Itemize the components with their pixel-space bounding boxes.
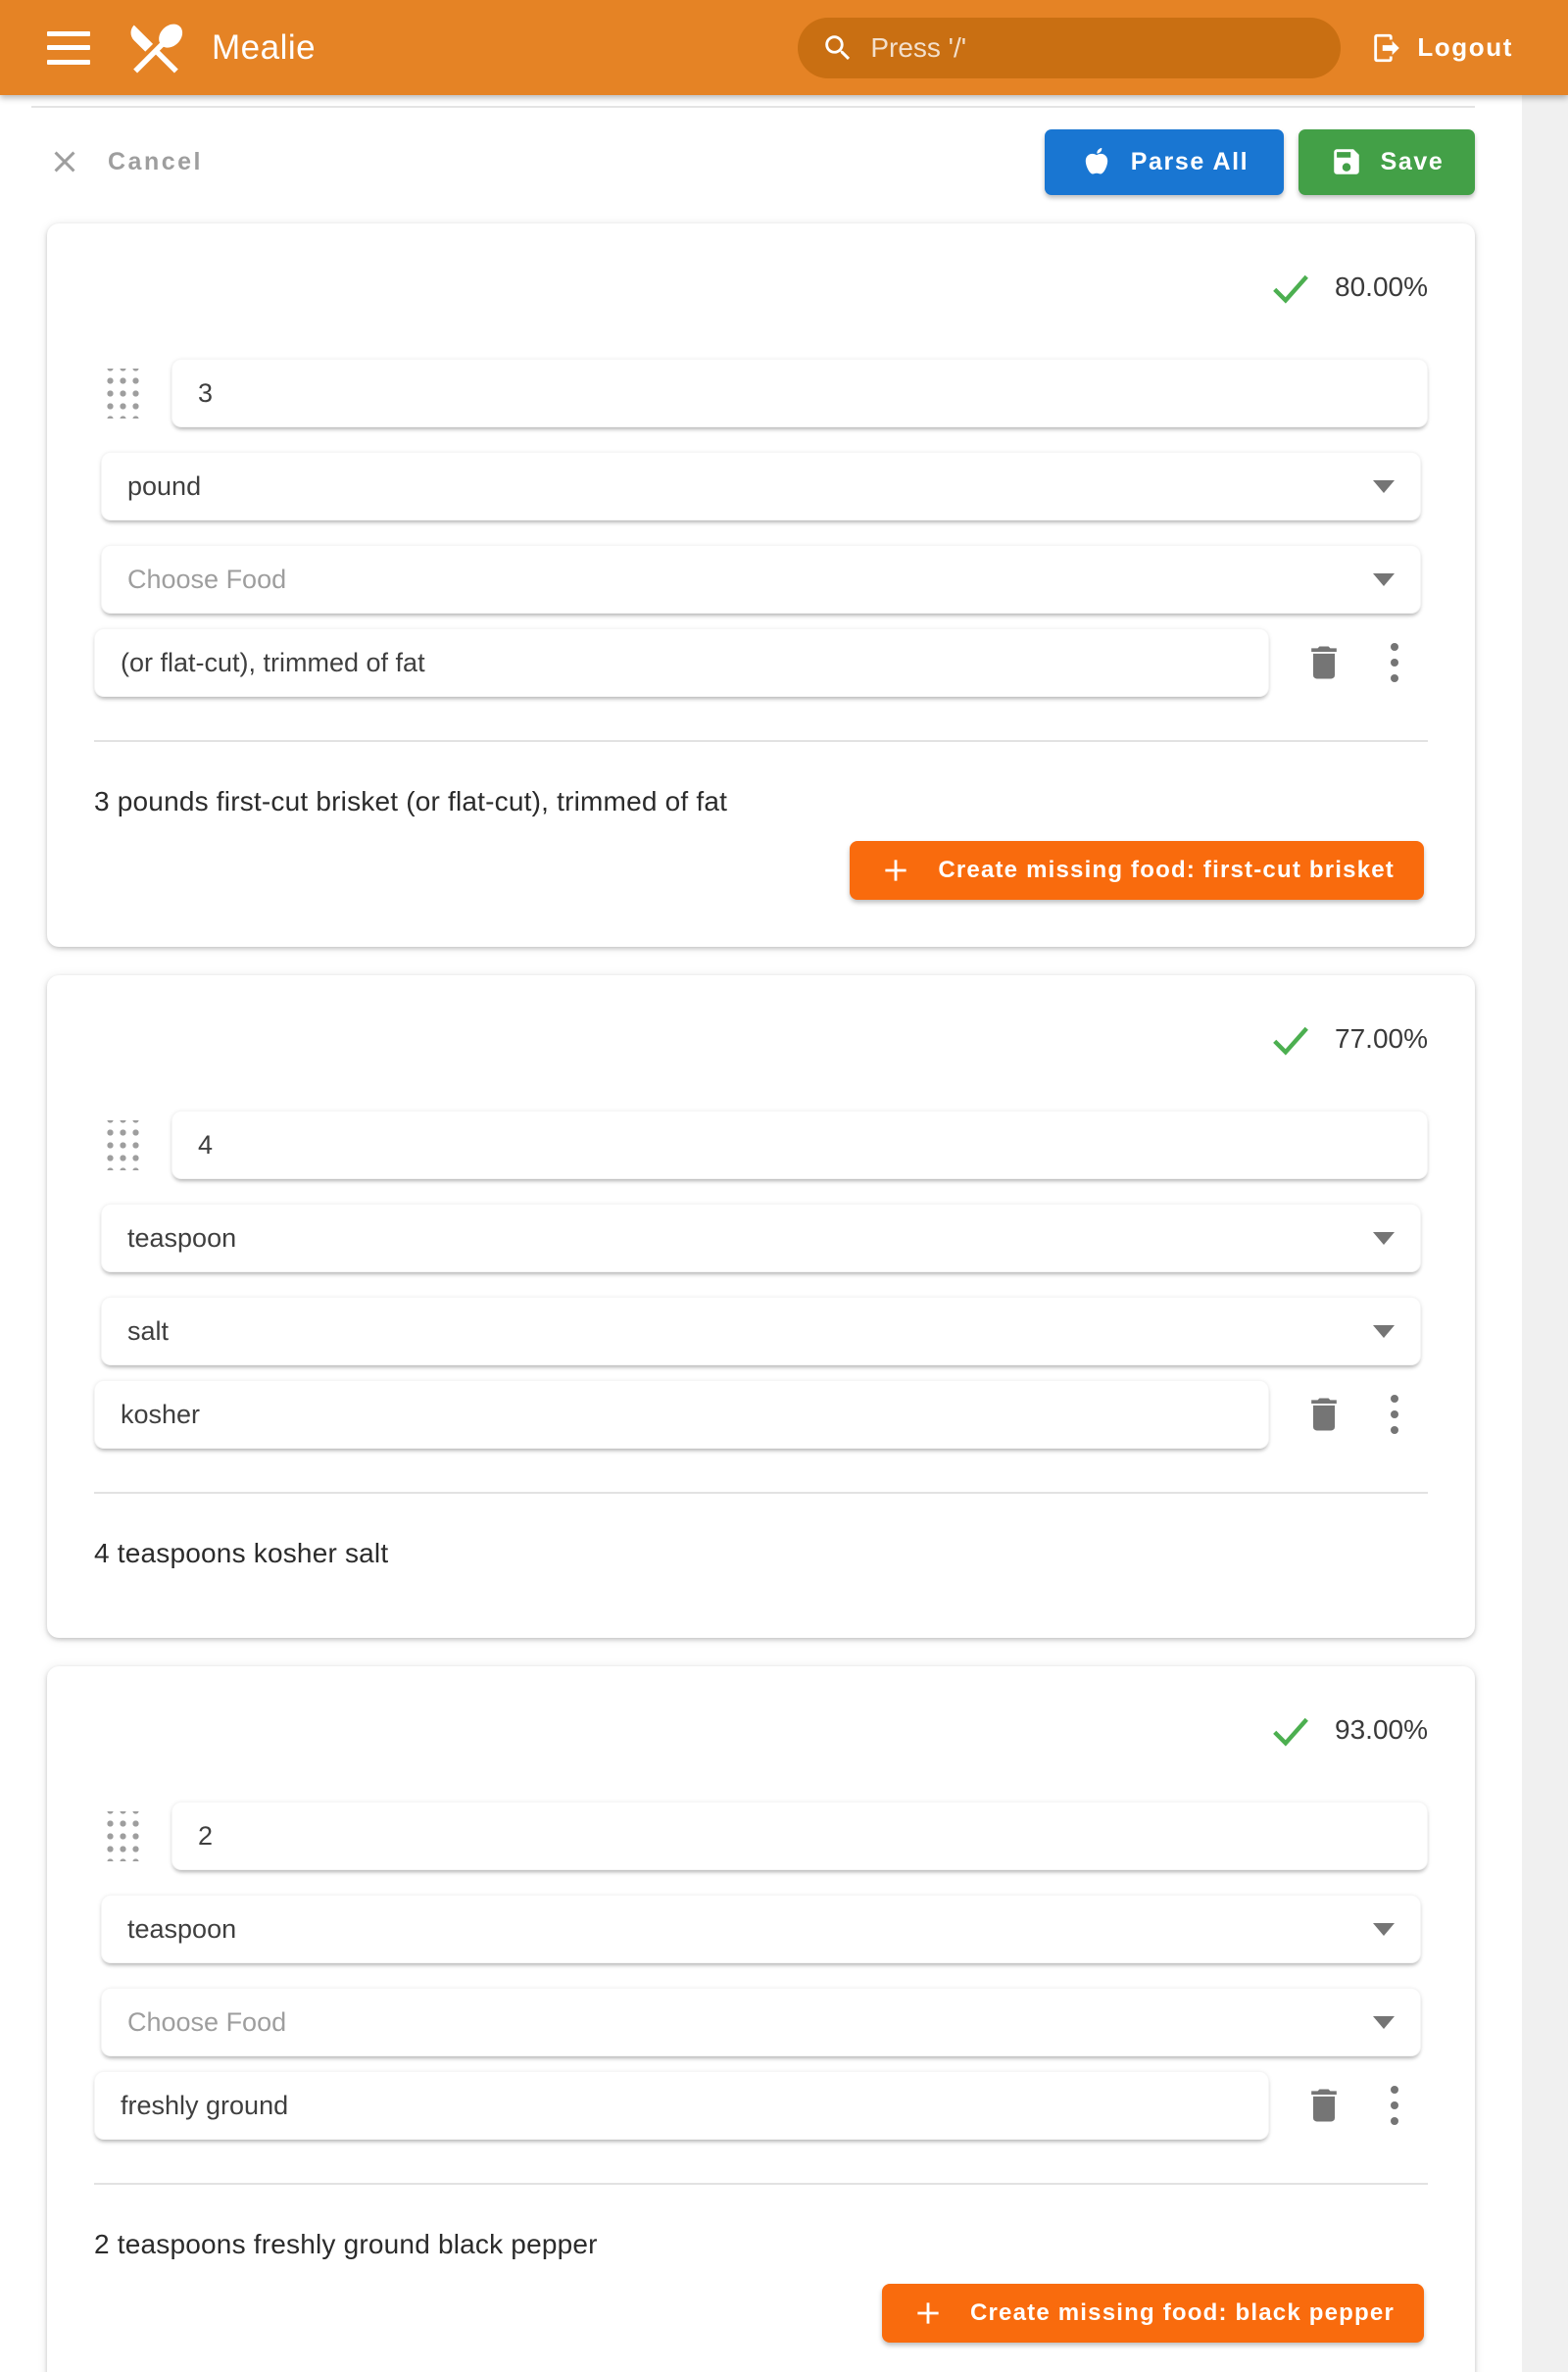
- parse-all-label: Parse All: [1130, 147, 1250, 175]
- unit-select[interactable]: pound: [101, 452, 1421, 520]
- note-input[interactable]: [94, 628, 1269, 697]
- drag-handle-icon[interactable]: [104, 1811, 142, 1861]
- delete-button[interactable]: [1298, 637, 1349, 688]
- trash-icon: [1302, 641, 1346, 684]
- search-icon: [821, 31, 855, 65]
- card-divider: [94, 1492, 1428, 1494]
- confidence-row: [94, 1016, 1428, 1062]
- logout-label: Logout: [1417, 32, 1513, 62]
- original-ingredient-text: 2 teaspoons freshly ground black pepper: [94, 2229, 598, 2259]
- ingredient-card: [47, 1666, 1475, 2372]
- trash-icon: [1302, 2084, 1346, 2127]
- confidence-value: 77.00%: [1335, 1023, 1428, 1054]
- ingredient-parser-page: [0, 106, 1568, 2372]
- create-missing-food-button[interactable]: Create missing food: black pepper: [882, 2284, 1424, 2343]
- mealie-logo-icon: [123, 16, 188, 80]
- card-divider: [94, 740, 1428, 742]
- close-icon: [47, 144, 82, 179]
- delete-button[interactable]: [1298, 2080, 1349, 2131]
- drag-handle-icon[interactable]: [104, 1120, 142, 1170]
- food-select[interactable]: Choose Food: [101, 1988, 1421, 2056]
- app-header: [0, 0, 1568, 95]
- quantity-input[interactable]: [172, 1802, 1428, 1870]
- unit-select[interactable]: teaspoon: [101, 1204, 1421, 1272]
- cancel-button[interactable]: [47, 144, 203, 179]
- check-icon: [1268, 265, 1313, 310]
- card-divider: [94, 2183, 1428, 2185]
- confidence-row: [94, 1707, 1428, 1753]
- chevron-down-icon: [1373, 1232, 1395, 1245]
- parser-toolbar: [47, 128, 1475, 195]
- more-options-button[interactable]: [1375, 1389, 1414, 1440]
- check-icon: [1268, 1016, 1313, 1062]
- ingredient-card: [47, 975, 1475, 1638]
- confidence-value: 80.00%: [1335, 272, 1428, 302]
- drag-handle-icon[interactable]: [104, 369, 142, 419]
- search-input[interactable]: [798, 18, 1341, 78]
- original-ingredient-text: 4 teaspoons kosher salt: [94, 1538, 389, 1568]
- plus-icon: [911, 2297, 945, 2330]
- logout-icon: [1370, 31, 1403, 65]
- chevron-down-icon: [1373, 480, 1395, 493]
- kebab-icon: [1391, 1391, 1398, 1438]
- chevron-down-icon: [1373, 2016, 1395, 2029]
- original-ingredient-text: 3 pounds first-cut brisket (or flat-cut), trimmed of fat: [94, 786, 728, 816]
- cancel-label: Cancel: [108, 147, 203, 175]
- apple-icon: [1080, 145, 1113, 178]
- section-divider: [31, 106, 1475, 108]
- trash-icon: [1302, 1393, 1346, 1436]
- confidence-value: 93.00%: [1335, 1714, 1428, 1745]
- vertical-scrollbar[interactable]: [1522, 95, 1568, 2372]
- menu-icon[interactable]: [47, 31, 90, 65]
- quantity-input[interactable]: [172, 359, 1428, 427]
- chevron-down-icon: [1373, 1325, 1395, 1338]
- kebab-icon: [1391, 639, 1398, 686]
- more-options-button[interactable]: [1375, 637, 1414, 688]
- create-missing-food-button[interactable]: Create missing food: first-cut brisket: [850, 841, 1424, 900]
- search-placeholder: Press '/': [870, 31, 967, 63]
- food-select[interactable]: salt: [101, 1297, 1421, 1365]
- note-input[interactable]: [94, 1380, 1269, 1449]
- save-icon: [1330, 145, 1363, 178]
- plus-icon: [879, 854, 912, 887]
- food-select[interactable]: Choose Food: [101, 545, 1421, 614]
- chevron-down-icon: [1373, 573, 1395, 586]
- confidence-row: [94, 265, 1428, 310]
- chevron-down-icon: [1373, 1923, 1395, 1936]
- save-label: Save: [1380, 147, 1445, 175]
- check-icon: [1268, 1707, 1313, 1753]
- save-button[interactable]: [1298, 129, 1475, 195]
- unit-select[interactable]: teaspoon: [101, 1895, 1421, 1963]
- note-input[interactable]: [94, 2071, 1269, 2140]
- delete-button[interactable]: [1298, 1389, 1349, 1440]
- ingredient-card: [47, 223, 1475, 947]
- kebab-icon: [1391, 2082, 1398, 2129]
- more-options-button[interactable]: [1375, 2080, 1414, 2131]
- quantity-input[interactable]: [172, 1111, 1428, 1179]
- app-title: Mealie: [212, 27, 317, 67]
- logout-button[interactable]: [1370, 31, 1513, 65]
- parse-all-button[interactable]: [1045, 129, 1284, 195]
